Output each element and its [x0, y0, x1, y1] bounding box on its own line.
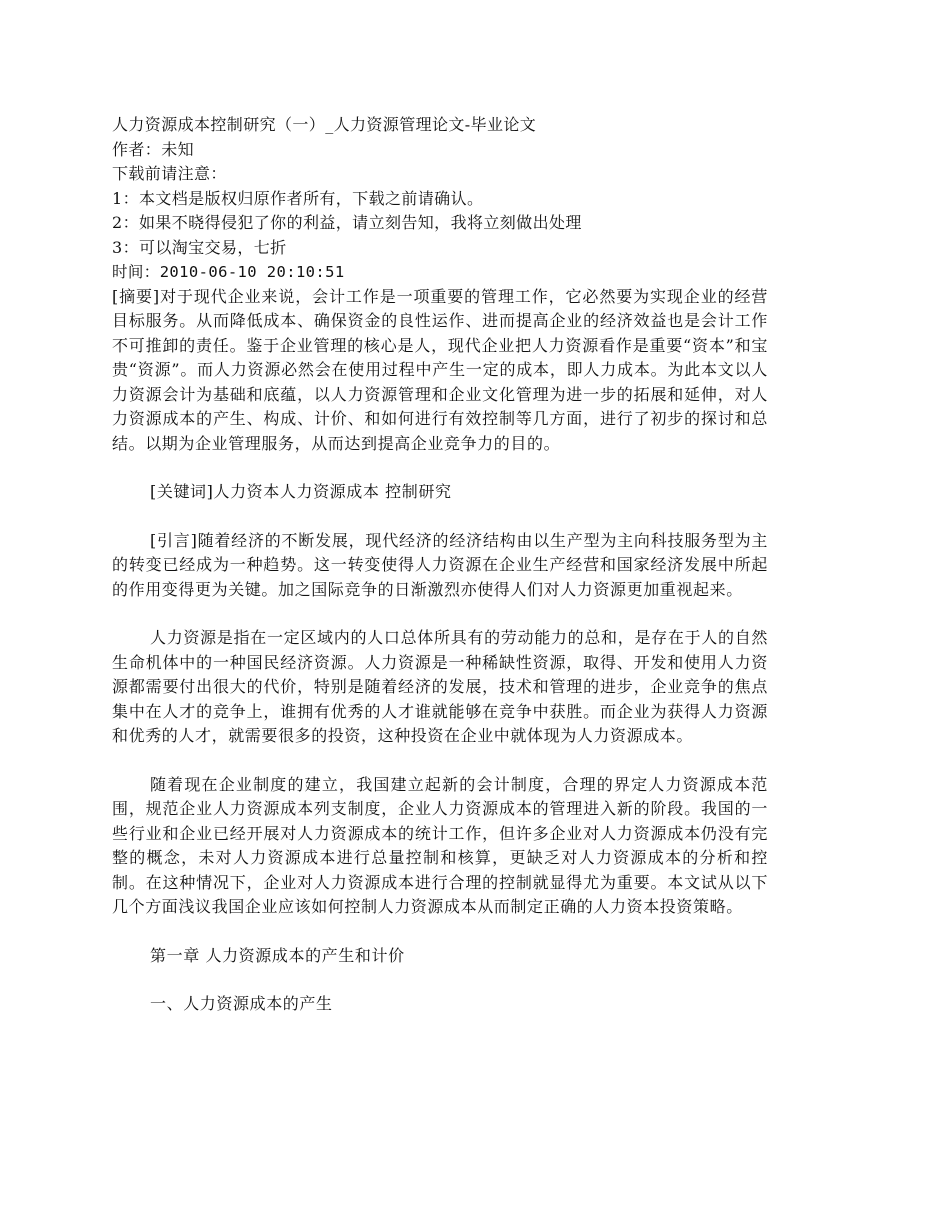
section-heading: 一、人力资源成本的产生	[150, 994, 333, 1013]
timestamp-line: 时间：2010-06-10 20:10:51	[112, 263, 345, 281]
notice-item: 3：可以淘宝交易，七折	[112, 237, 287, 257]
document-title: 人力资源成本控制研究（一）_人力资源管理论文-毕业论文	[112, 115, 537, 134]
body-paragraph-2: 随着现在企业制度的建立，我国建立起新的会计制度，合理的界定人力资源成本范围，规范企业人力资源成本列支制度，企业人力资源成本的管理进入新的阶段。我国的一些行业和企业已经开展对人力资源成本的统计工作，但许多企业对人力资源成本仍没有完整的概念，未对人力资源成本进行总量控制和核算，更缺乏对人力资源成本的分析和控制。在这种情况下，企业对人力资源成本进行合理的控制就显得尤为重要。本文试从以下几个方面浅议我国企业应该如何控制人力资源成本从而制定正确的人力资本投资策略。	[112, 774, 768, 916]
notice-item: 2：如果不晓得侵犯了你的利益，请立刻告知，我将立刻做出处理	[112, 213, 582, 232]
body-paragraph-1: 人力资源是指在一定区域内的人口总体所具有的劳动能力的总和，是存在于人的自然生命机体中的一种国民经济资源。人力资源是一种稀缺性资源，取得、开发和使用人力资源都需要付出很大的代价，特别是随着经济的发展，技术和管理的进步，企业竞争的焦点集中在人才的竞争上，谁拥有优秀的人才谁就能够在竞争中获胜。而企业为获得人力资源和优秀的人才，就需要很多的投资，这种投资在企业中就体现为人力资源成本。	[112, 628, 768, 745]
notice-item: 1：本文档是版权归原作者所有，下载之前请确认。	[112, 188, 484, 208]
keywords-paragraph: [关键词]人力资本人力资源成本 控制研究	[150, 482, 452, 501]
abstract-paragraph: [摘要]对于现代企业来说，会计工作是一项重要的管理工作，它必然要为实现企业的经营目标服务。从而降低成本、确保资金的良性运作、进而提高企业的经济效益也是会计工作不可推卸的责任。鉴于企业管理的核心是人，现代企业把人力资源看作是重要“资本”和宝贵“资源”。而人力资源必然会在使用过程中产生一定的成本，即人力成本。为此本文以人力资源会计为基础和底蕴，以人力资源管理和企业文化管理为进一步的拓展和延伸，对人力资源成本的产生、构成、计价、和如何进行有效控制等几方面，进行了初步的探讨和总结。以期为企业管理服务，从而达到提高企业竞争力的目的。	[112, 286, 768, 453]
author-line: 作者：未知	[112, 139, 195, 159]
document-page	[112, 113, 768, 1017]
chapter-heading: 第一章 人力资源成本的产生和计价	[150, 945, 405, 965]
introduction-paragraph: [引言]随着经济的不断发展，现代经济的经济结构由以生产型为主向科技服务型为主的转变已经成为一种趋势。这一转变使得人力资源在企业生产经营和国家经济发展中所起的作用变得更为关键。加之国际竞争的日渐激烈亦使得人们对人力资源更加重视起来。	[112, 530, 768, 599]
notice-heading: 下载前请注意：	[112, 164, 227, 183]
